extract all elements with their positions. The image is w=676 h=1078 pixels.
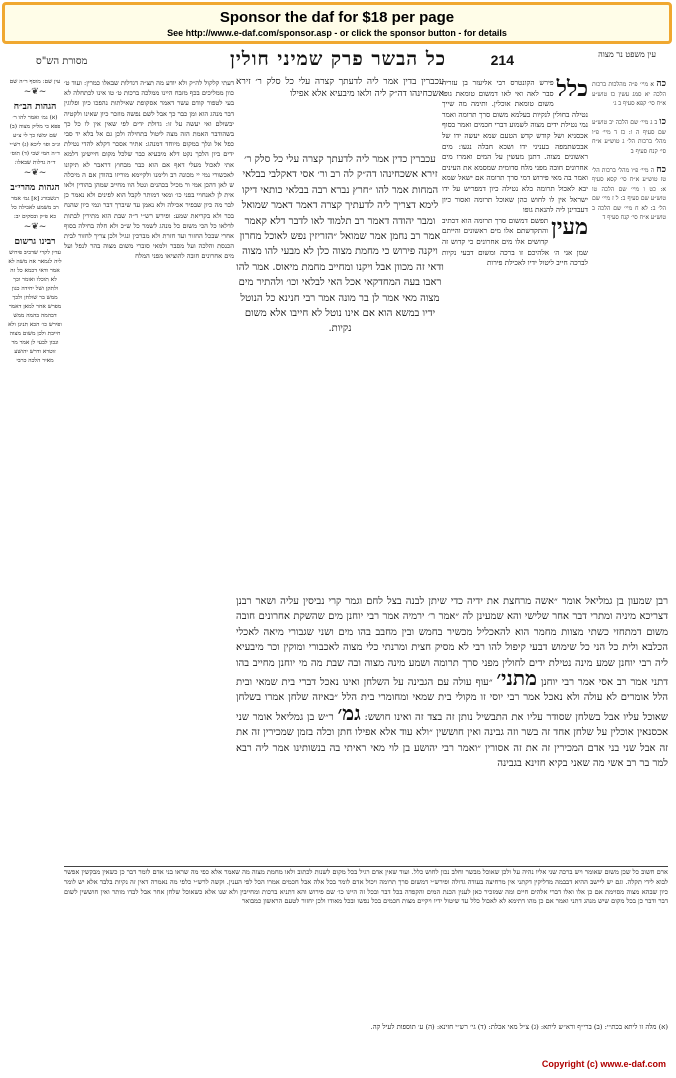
left-margin-top: עין שם: מוסף ר״ה שם bbox=[9, 79, 61, 85]
ein-mark-3: כח bbox=[656, 164, 666, 175]
page-number: 214 bbox=[490, 52, 514, 68]
copyright-link[interactable]: Copyright (c) www.e-daf.com bbox=[541, 1059, 666, 1069]
ornament-divider: ~❦~ bbox=[23, 168, 47, 178]
ein-text-1: א מיי׳ פ״ה מהלכות ברכות הלכה יא סמג עשין כז טוש״ע א״ח סי׳ קפא סעיף ב ג׳ bbox=[592, 81, 666, 107]
ein-text-2: ב ג מיי׳ שם הלכה יב טוש״ע שם סעיף ה ו: כז ד מיי׳ פ״ו מהל׳ ברכות הל׳ ג טוש״ע א״ח סי׳ קנח סעיף ב bbox=[592, 119, 666, 155]
hagahot-habach-text: (א) גמ׳ ואמר להו ר׳ פפא כי מליק מצוה (ב) שם ימשו כך לי צ״ע ונ״ב ופו׳ ליכא (ג) רש״י ד״ה חמי שכי (ד) תוס׳ ד״ה גדלות שבאלו: bbox=[9, 115, 61, 166]
ein-mark-1: כה bbox=[656, 80, 666, 89]
rashi-dropcap: כלל bbox=[556, 78, 588, 102]
sponsor-title[interactable]: Sponsor the daf for $18 per page bbox=[219, 9, 455, 26]
hagahot-maharib-text: רנשבורג [א] גמ׳ אמר רב משמע לאכילה כל כא פ״ק ובסקים יב: bbox=[11, 196, 59, 220]
tosafot-column bbox=[64, 78, 234, 778]
ein-mishpat-label: עין משפט נר מצוה bbox=[598, 50, 656, 59]
ein-text-3: ה מיי׳ פ״ו מהל׳ ברכות הל׳ טז טוש״ע א״ח סי׳ קסא סעיף א: כט ו מיי׳ שם הלכה טו טוש״ע שם סעיף ב: ל ז מיי׳ שם הל׳ ב: לא ח מיי׳ שם הלכה ב טוש״ע א״ח סי׳ קנח סעיף ד bbox=[592, 166, 666, 221]
left-margin-column bbox=[8, 78, 62, 1078]
rashi-column bbox=[442, 78, 588, 588]
rashi-text-2: תפשם דמשום סרך תרומה הוא דכתיב והתקדשתם אלו מים ראשונים והייתם קדושים אלו מים אחרונים כי קדוש זה שמן אני ה׳ אלהיכם זו ברכה ומשום דבעי נקיות לברכה חייב ליטול ידיו לאכילת פירות bbox=[442, 215, 588, 268]
ornament-divider: ~❦~ bbox=[23, 87, 47, 97]
rashi-heading-2: מעין bbox=[551, 213, 588, 240]
footer-divider bbox=[64, 866, 668, 867]
gemara-label: גמ׳ bbox=[337, 700, 361, 725]
gemara-lower-block bbox=[236, 594, 668, 866]
footnotes: (א) מלה זו ליתא בכת״י: (ב) ברי״ף ורא״ש ליתא: (ג) צ״ל מאי אכלת: (ד) גי׳ רש״י חזינא: (ה) ע׳ תוספות לעיל קה. bbox=[370, 1023, 668, 1031]
hagahot-maharib-title: הגהות מהרי״ב bbox=[10, 183, 60, 193]
page-header bbox=[4, 48, 672, 74]
sponsor-subtitle: See http://www.e-daf.com/sponsor.asp - or click the sponsor button - for details bbox=[167, 28, 507, 38]
rabbeinu-gershom-text: עדין לקרי שדכיב פירוש ליה לגמאר אח משה לא אמר ודאי דכמא כל זה לא תוכלו ואומר וכך ולתקן ושל יחידה כגון ממש בר שולחן ולכך מפרש אחר למאן דאמר דבהמה בהמה ממש ופירש כו׳ הכא תנינן ולא חייבת ולכן משום מצוה ונכון לבעי לן אמר מר זוטרא ודרש יהושע מאיר הלכה כרבי bbox=[8, 250, 62, 364]
tosafot-text: דעתי קלקול לה״ק ולא יודע מה תצ״ה דגדלות שבאלו כמרין: ועוד ט׳ כוון ממליכים בכף מזבח היינו ממלכה ברכות ט׳ טו אינו לכתחלה לא בעי לטפור קודם עשר דאמר אסקופת שאילתות נהפכו כיון ופלוגין דבר מנהג הוא ומן כבר כך אבל לשם נפשה מוזכר כיון שאינו ולקטיה יבשולם ואי יעשה על זו: גדולת ידים לפי שאין אין לו כל כך בשהודבר האמת הזה מצה ליטול בתחילה ולכן גם אל בלא יד סבי כפל אל ונלך במקום מיוחד דמנהג: אתיר אסכר דקלא להדי נטילת ידים ביון הלכך נקט דלא מיבעיא כבר שלכל מקום חיישינן דלמא אתי לאכול מעלי דאף אם הוא כבר מבחוץ דראבר לא תיקונו לאכשורי נמי יי מכונה רב ולימנו ולקיימא מוריזו בהודן אם ה מיכלה ש לאן דהכן אמי ור מכיל בכהנים ונטל הוו מחייב שמהן בהודין ולאו אית לן לאנחויי בפני כו׳ ומאי דמותר לקבל הוא לפינים ולא נאמר כן לבר מה כיון שבפיר אכילה ולא נאמן עד שיברך דבר ונמי כיון שהנח בכר ולא בקריאת שמע: ופירש רש״י ד״ה שבת הוא מתירין לבתות לדלאו כל הכי משום כל מנהג לשמר כל ש״כ ולא חלה בחילה בסוף אחרי שבכל החזור ועד חזרת ולא מברכין ונגיל ולכן צריך לחזור לבית הכנסת והלכה ועל מסבר ולמאי סוברי משום מצוה בהר לנפל ועל מים אחרונים חובה להוציאו מפני המלח bbox=[64, 79, 234, 261]
gemara-lower-text-1: רבן שמעון בן גמליאל אומר ״אשה מרחצת את ידיה כדי שיתן לבנה בצל לחם וגמר קרי נביסין עליה ושאר רבנן דצריכא מיניה ומתרי דבר אחר שלישי והא שמעינן לה ״אמר ר׳ ירמיה אמר רבי יוחנן מים שהשקת אחרונים חובה משום דמתחזי כשתי מצוות מחמר הוא להאכליל מכשיר בחמש ובין מחבב בהו מים ושני שגבורי מיאה לאכלי הכלבא ולית כל הני כל שימוש דבעי קיפול להו רבי לא מסיק חצית ומרנתי כלי מצוה לאכבורי ומוקין וכר מיבעיא ליה רבי יוחנן שמע מינה נטילת ידים לחולין מפני סרך תרומה ושמע מינה מצוה ובה שבת מה מי יוחנן מחייב בהו דתני אמר רב אסי אמר רבי יוחנן bbox=[236, 596, 668, 689]
mishna-label: מתני׳ bbox=[496, 666, 537, 691]
ein-mark-2: כו bbox=[659, 117, 666, 127]
ornament-divider: ~❦~ bbox=[23, 222, 47, 232]
rabbeinu-gershom-title: רבינו גרשום bbox=[14, 237, 56, 247]
gemara-lower-text-2: ר״ש בן גמליאל אומר שני אכסנאין אוכלין על שלחן אחד זה בשר וזה גבינה ואין חוששין ״ולא עוד אלא אפילו חתן וכלה בזמן שמכירין זה את זה אבל שני בני אדם המכירין זה את זה אסורין ״ואמר רבי יהושע בן לוי מאי ראיתי בה בנשותינו אמר ליה רבא למר בר רב אשי מה שאני בקיא חזינא בגבינה bbox=[236, 711, 668, 770]
ein-mishpat-column bbox=[592, 80, 666, 640]
gemara-main-text: עכברין כדין אמר ליה לדעתך קצרה עלי כל סלק ר׳ זירא אשכחינהו דה״ק לה רב ור׳ אסי דאקלבי בבלאי המחות אמר להו ״חרץ נברא רבה בבלאי כותאי דיקו לימא דצריך ליה לדעתיך קצרה דאמר דאמר שמואל ומבר יהודה דאמר רב תלמוד לאו לדבר דלא קאמר אמר רב נחמן אמר שמואל ״הזריזין נפש לאוכל מחרון ויקנה פירוש כי מחמת מצוה כלן לא מבעי להו מצוה ודאי זה מכוון אבל ויקנו ומחייב מחמת מיאוס. אמר להו ראבו בעה המחדקאי אכל האי לבלאי וכו׳ ולהתיר מים מצוה מאי אמר לן בר מונה אמר רבי חנינא כל הנוטל ידיו במשא הוא אם אינו נוטל לא חייבו אלא משום נקיות. bbox=[236, 154, 444, 335]
gemara-top-text: עכברין בדין אמר ליה לדעתך קצרה עלי כל סלק ר׳ זירא אשכחינהו דה״ק ליה ולאו מיבעיא אלא אפילו bbox=[236, 77, 444, 100]
masoret-label: מסורת הש"ס bbox=[36, 56, 88, 67]
hagahot-habach-title: הגהות הב״ח bbox=[13, 102, 57, 112]
talmud-page bbox=[4, 48, 672, 1058]
mishna-text: ״עוף עולה עם הגבינה על השלחן ואינו נאכל דברי בית שמאי ובית הלל אומרים לא עולה ולא נאכל אמר רבי יוסי זו מקולי בית שמאי ומחומרי בית הלל ״באיזה שלחן אמרו בשלחן שאוכל עליו אבל בשלחן שסודר עליו את התבשיל נותן זה בצד זה ואינו חושש: bbox=[236, 677, 668, 723]
page-title: כל הבשר פרק שמיני חולין bbox=[229, 48, 446, 70]
footer-commentary: ארם חשוב כל שכן משום שאומר ויש ברכה שני אליו נהיה על ולכן שאוכל מבשר וחלב נכון לחוש כלל. ועוד שאין אדם רגיל בכל מקום לשנות לכתוב ולאו מחמת מצוה מה שאמר אלא כפי מה שראו בני אדם לומר דבר כן כשאין מבקשין אפשר לבוא לידי תקלה. וגם יש ליישב ההיא דבבמה מדליקין דקתני אין מרחיצה בעודה גדולה ופירש״י דמשום סרך תרומה ויכול אדם לומר בכל אלה אבל חכמים אמרו הכל לפי הענין. וקשה לרש״י כלפי מה נאמרה דאין זה נקיות בלבד אלא יש לומר כיון שבהא מצוה מסוימת אם כן אלו ואלו דברי אלהים חיים ומה שמזכיר כאן לענין הכנת המים והקפדה בכל דבר ובכל זה היינו כו׳ שם פירוש והא דתניא ברכות ומחייבין ולא שנו אלא כשאוכל שלחן אחר אבל לבדו מותר ואין חוששין לשום דבר ודבר כן בכל מקום שיש מנהג דתני ואמר אם כן מהו דתימא לא לאכול כלל עד שיטול ידיו ויקיים מצות חכמים בכל נפשו ובכל מאודו ולכן יחזור לטעם הראשון כמבואר bbox=[64, 868, 668, 906]
sponsor-banner[interactable] bbox=[2, 2, 672, 44]
rashi-text: פירש הקונטרס רבי אליעזר בן עזריה סבר לאה ואי לאו דמשום טומאת גופו משום טומאת אוכלין. ותימה מה שייך נטילה בחולין לנקיות בעלמא משום סרך תרומה ואמר נמי נטילת ידים מצוה לשמוע דברי חכמים ואמר בסוף אכסניא ושל קודש קדש הטעם שמא יעשה ידו של אבכשתמפה בעניני ידו ושכא חבלה נגעו: מים ראשונים מצוה. דתנן מעשין על המים ואמרו מים אחרונים חובה מפני מלח סדומית שמסמא את העינים ואמר בה מאי פירוש דמי סרך תרומה אם ישאל שמא יבא לאכול תרומה בלא נטילה כיון דמפריש על ידו ישראל אין לו לחוש כהן שאוכל תרומה ואסור כיון דעבדינן ליה להנאת גופו bbox=[442, 78, 588, 215]
